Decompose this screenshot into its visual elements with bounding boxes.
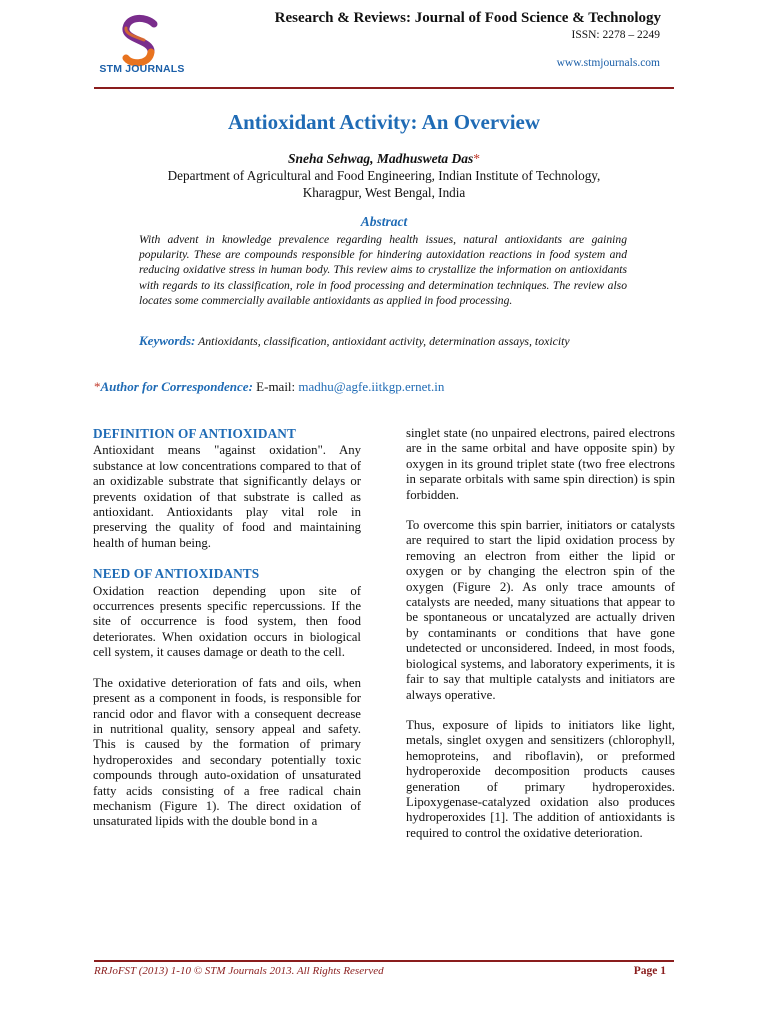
issn: ISSN: 2278 – 2249 <box>571 29 660 41</box>
affiliation <box>0 167 768 201</box>
paragraph: singlet state (no unpaired electrons, paired electrons are in the same orbital and have opposite spin) by oxygen in its ground triplet state (two free electrons in separate orbitals with same spin direction) is spin forbidden. <box>406 426 675 502</box>
paragraph: To overcome this spin barrier, initiators or catalysts are required to start the lipid oxidation process by removing an electron from either the lipid or oxygen or by changing the electron spin of the oxygen (Figure 2). As only trace amounts of catalysts are needed, many situations that appear to be spontaneous or uncatalyzed are actually driven by contaminants or conditions that have gone undetected or unconsidered. Indeed, in most foods, biological systems, and laboratory experiments, it is fair to say that multiple catalysts and initiators are always operative. <box>406 518 675 702</box>
author-names: Sneha Sehwag, Madhusweta Das <box>287 151 474 166</box>
paragraph: Oxidation reaction depending upon site of occurrences presents specific repercussions. If the site of occurrence is food system, then food deteriorates. When oxidation occurs in biological cell system, it causes damage or death to the cell. <box>93 583 361 660</box>
journal-title: Research & Reviews: Journal of Food Science & Technology <box>274 10 661 26</box>
section-heading: DEFINITION OF ANTIOXIDANT <box>93 426 296 441</box>
correspondence-prefix: E-mail: <box>252 379 299 394</box>
keywords-text: Antioxidants, classification, antioxidant activity, determination assays, toxicity <box>195 334 570 348</box>
page-number: Page 1 <box>633 965 666 977</box>
affiliation-line: Department of Agricultural and Food Engineering, Indian Institute of Technology, <box>167 168 601 183</box>
correspondence-email-link[interactable]: madhu@agfe.iitkgp.ernet.in <box>298 379 445 394</box>
article-title: Antioxidant Activity: An Overview <box>227 110 541 134</box>
right-column <box>406 426 675 841</box>
keywords-label: Keywords: <box>139 333 196 348</box>
keywords <box>139 333 627 349</box>
paragraph: Thus, exposure of lipids to initiators like light, metals, singlet oxygen and sensitizers (chlorophyll, hemoproteins, and riboflavin), or preformed hydroperoxide decomposition products causes generation of primary hydroperoxides. Lipoxygenase-catalyzed oxidation also produces hydroperoxides [1]. The addition of antioxidants is required to control the oxidative deterioration. <box>406 717 675 840</box>
journal-website-link[interactable]: www.stmjournals.com <box>556 57 660 69</box>
correspondence-label: Author for Correspondence: <box>100 379 253 394</box>
logo-text: STM JOURNALS <box>99 63 185 75</box>
affiliation-line: Kharagpur, West Bengal, India <box>302 185 466 200</box>
abstract-text: With advent in knowledge prevalence regarding health issues, natural antioxidants are gaining popularity. These are compounds responsible for hindering autoxidation reactions in food system and reducing oxidative stress in human body. This review aims to crystallize the information on antioxidants with regards to its classification, role in food processing and determination techniques. The review also locates some commercially available antioxidants as applied in food processing. <box>139 233 627 307</box>
footer-rule <box>94 960 674 962</box>
correspondence <box>94 379 444 395</box>
left-column <box>93 426 361 830</box>
header-rule <box>94 87 674 89</box>
paragraph: Antioxidant means "against oxidation". Any substance at low concentrations compared to that of an oxidizable substrate that significantly delays or prevents oxidation of that substrate is called as antioxidant. Antioxidants play vital role in preserving the quality of food and maintaining health of human being. <box>93 443 361 550</box>
footer-citation: RRJoFST (2013) 1-10 © STM Journals 2013. All Rights Reserved <box>94 965 384 977</box>
paragraph: The oxidative deterioration of fats and oils, when present as a component in foods, is responsible for rancid odor and flavor with a consequent decrease in nutritional quality, sensory appeal and safety. This is caused by the formation of primary hydroperoxides and secondary potentially toxic compounds through auto-oxidation of unsaturated fatty acids consisting of a free radical chain mechanism (Figure 1). The direct oxidation of unsaturated lipids with the double bond in a <box>93 675 361 829</box>
abstract-heading: Abstract <box>360 214 408 229</box>
authors <box>0 151 768 167</box>
section-heading: NEED OF ANTIOXIDANTS <box>93 566 260 582</box>
correspondence-mark: * <box>94 379 101 394</box>
corresponding-author-mark: * <box>473 151 481 166</box>
